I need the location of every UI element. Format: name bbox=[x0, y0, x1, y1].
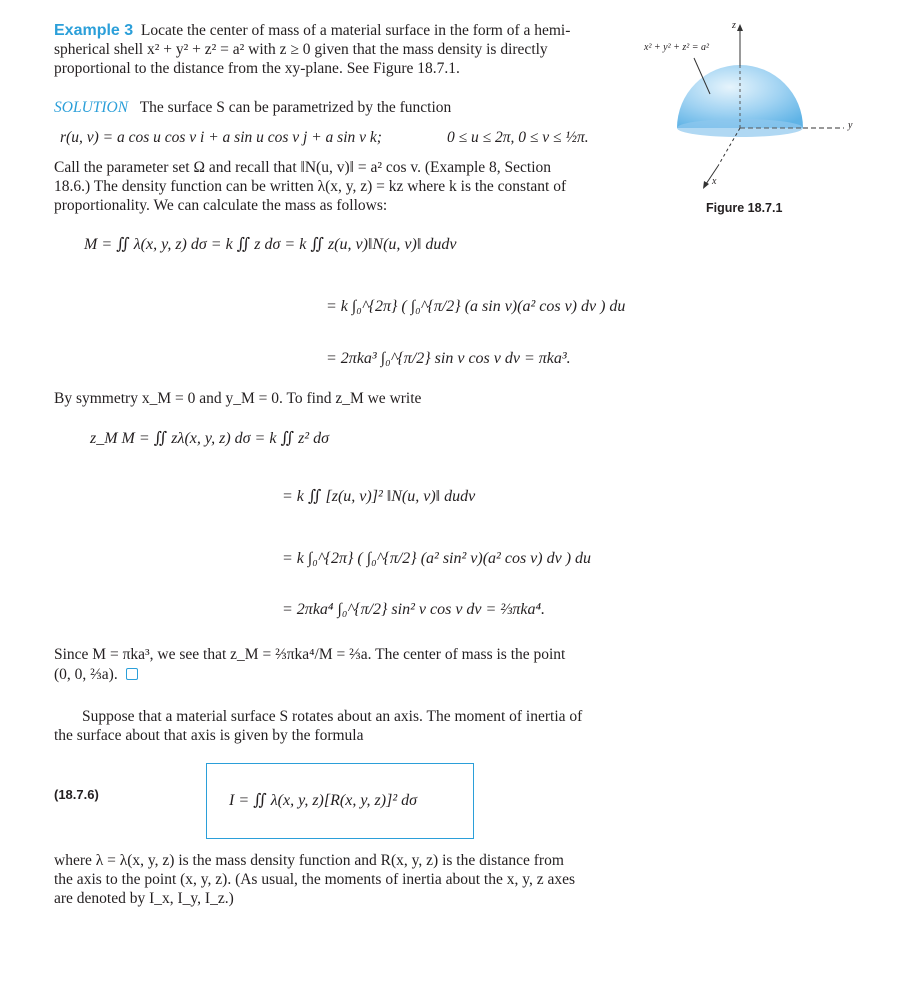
mass-equation-line-3: = 2πka³ ∫₀^{π/2} sin v cos v dv = πka³. bbox=[326, 350, 571, 367]
solution-para-2: 18.6.) The density function can be written λ(x, y, z) = kz where k is the constant of bbox=[54, 178, 567, 195]
symmetry-text: By symmetry x_M = 0 and y_M = 0. To find z_M we write bbox=[54, 390, 422, 407]
formula-label: (18.7.6) bbox=[54, 787, 99, 802]
figure-axis-y: y bbox=[848, 120, 853, 131]
mass-equation-line-1: M = ∬ λ(x, y, z) dσ = k ∬ z dσ = k ∬ z(u, v)‖N(u, v)‖ dudv bbox=[84, 236, 457, 253]
parameter-range: 0 ≤ u ≤ 2π, 0 ≤ v ≤ ½π. bbox=[447, 129, 589, 146]
conclusion-line-2: (0, 0, ⅔a). bbox=[54, 666, 118, 683]
solution-intro: The surface S can be parametrized by the function bbox=[139, 99, 452, 116]
example-line-2: spherical shell x² + y² + z² = a² with z ≥ 0 given that the mass density is directly bbox=[54, 41, 548, 58]
z-equation-line-2: = k ∬ [z(u, v)]² ‖N(u, v)‖ dudv bbox=[282, 488, 476, 505]
solution-para-1: Call the parameter set Ω and recall that ‖N(u, v)‖ = a² cos v. (Example 8, Section bbox=[54, 159, 552, 176]
end-of-example-icon bbox=[126, 668, 138, 680]
solution-intro-line bbox=[54, 98, 451, 117]
example-line-1: Locate the center of mass of a material surface in the form of a hemi- bbox=[140, 22, 571, 39]
where-line-2: the axis to the point (x, y, z). (As usual, the moments of inertia about the x, y, z axes bbox=[54, 871, 575, 888]
example-heading: Example 3 bbox=[54, 22, 134, 39]
parametrization: r(u, v) = a cos u cos v i + a sin u cos v j + a sin v k; bbox=[60, 129, 382, 146]
figure-hemisphere bbox=[640, 16, 876, 226]
mass-equation-line-2: = k ∫₀^{2π} ( ∫₀^{π/2} (a sin v)(a² cos v) dv ) du bbox=[326, 298, 626, 315]
solution-para-3: proportionality. We can calculate the mass as follows: bbox=[54, 197, 388, 214]
solution-label: SOLUTION bbox=[54, 99, 129, 116]
z-equation-line-1: z_M M = ∬ zλ(x, y, z) dσ = k ∬ z² dσ bbox=[90, 430, 329, 447]
figure-caption: Figure 18.7.1 bbox=[706, 201, 783, 215]
formula-expression: I = ∬ λ(x, y, z)[R(x, y, z)]² dσ bbox=[229, 792, 417, 809]
moment-line-1: Suppose that a material surface S rotates about an axis. The moment of inertia of bbox=[82, 708, 583, 725]
where-line-1: where λ = λ(x, y, z) is the mass density function and R(x, y, z) is the distance from bbox=[54, 852, 564, 869]
conclusion-line-1: Since M = πka³, we see that z_M = ⅔πka⁴/M = ⅔a. The center of mass is the point bbox=[54, 646, 566, 663]
figure-axis-z: z bbox=[732, 20, 736, 31]
example-line-3: proportional to the distance from the xy-plane. See Figure 18.7.1. bbox=[54, 60, 460, 77]
figure-equation-label: x² + y² + z² = a² bbox=[644, 42, 710, 53]
figure-axis-x: x bbox=[712, 176, 717, 187]
formula-box bbox=[206, 763, 474, 839]
z-equation-line-3: = k ∫₀^{2π} ( ∫₀^{π/2} (a² sin² v)(a² cos v) dv ) du bbox=[282, 550, 592, 567]
example-paragraph bbox=[54, 21, 570, 40]
where-line-3: are denoted by I_x, I_y, I_z.) bbox=[54, 890, 234, 907]
moment-line-2: the surface about that axis is given by the formula bbox=[54, 727, 364, 744]
conclusion-line-2-wrap bbox=[54, 665, 138, 684]
z-equation-line-4: = 2πka⁴ ∫₀^{π/2} sin² v cos v dv = ⅔πka⁴. bbox=[282, 601, 546, 618]
